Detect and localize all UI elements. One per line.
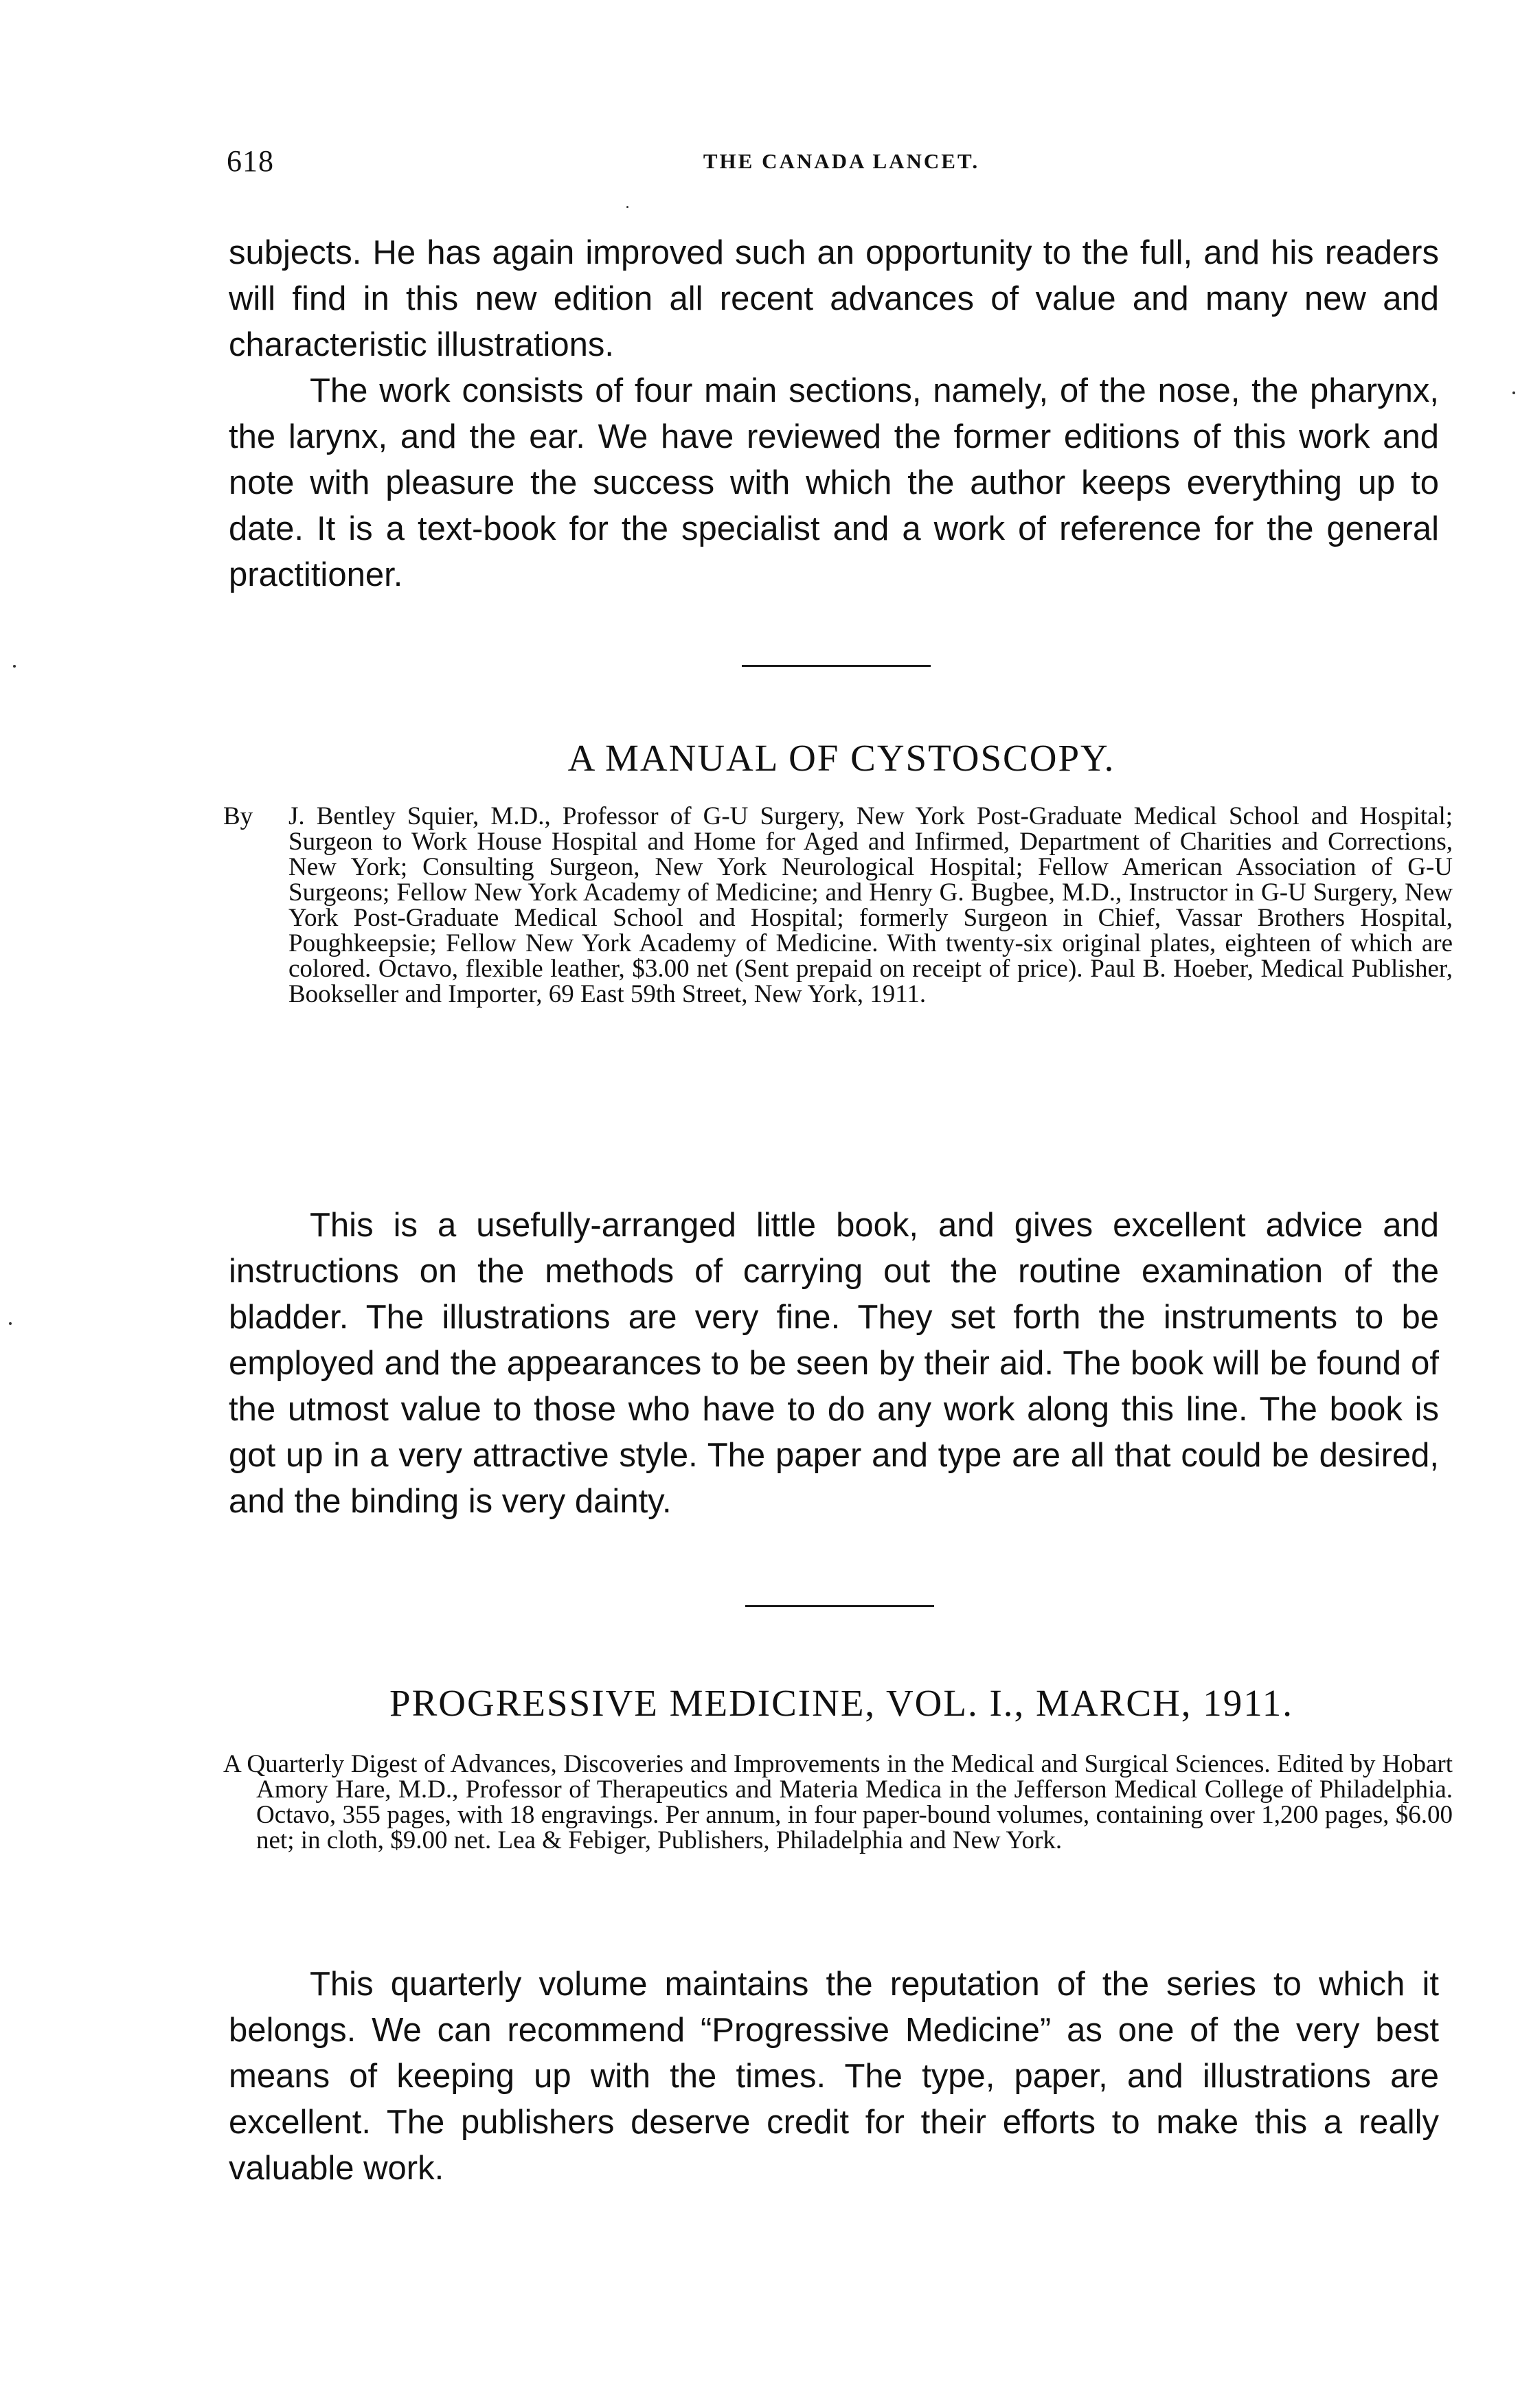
- cystoscopy-review-body: This is a usefully-arranged little book, and gives excellent advice and instructions on the methods of carrying out the routine examination of the bladder. The illustrations are very fine. They set forth the instruments to be employed and the appearances to be seen by their aid. The book will be found of the utmost value to those who have to do any work along this line. The book is got up in a very attractive style. The paper and type are all that could be desired, and the binding is very dainty.: [229, 1207, 1439, 1520]
- progressive-medicine-review-body: This quarterly volume maintains the reputation of the series to which it belongs. We can recommend “Progressive Medicine” as one of the very best means of keeping up with the times. The type, paper, and illustrations are excellent. The publishers deserve credit for their efforts to make this a really valuable work.: [229, 1966, 1439, 2187]
- section-divider: [745, 1605, 934, 1607]
- progressive-medicine-citation: A Quarterly Digest of Advances, Discoveries and Improvements in the Medical and Surgical Sciences. Edited by Hobart Amory Hare, M.D., Professor of Therapeutics and Materia Medica in the Jefferson Medical College of Philadelphia. Octavo, 355 pages, with 18 engravings. Per annum, in four paper-bound volumes, containing over 1,200 pages, $6.00 net; in cloth, $9.00 net. Lea & Febiger, Publishers, Philadelphia and New York.: [223, 1750, 1453, 1854]
- scan-speck: [1512, 391, 1515, 394]
- intro-paragraph-sections: The work consists of four main sections, namely, of the nose, the pharynx, the larynx, and the ear. We have reviewed the former editions of this work and note with pleasure the success with which the author keeps everything up to date. It is a text-book for the specialist and a work of reference for the general practitioner.: [229, 372, 1439, 593]
- intro-paragraph-continued: subjects. He has again improved such an opportunity to the full, and his readers will find in this new edition all recent advances of value and many new and characteristic illustrations.: [229, 234, 1439, 363]
- scan-speck: [626, 206, 628, 208]
- by-label: By: [223, 802, 253, 830]
- page-number: 618: [227, 144, 274, 178]
- section-divider: [742, 665, 931, 667]
- running-head: THE CANADA LANCET.: [703, 149, 980, 173]
- review-title-cystoscopy: A MANUAL OF CYSTOSCOPY.: [567, 737, 1115, 779]
- page-header: [227, 141, 1456, 182]
- review-title-progressive-medicine: PROGRESSIVE MEDICINE, VOL. I., MARCH, 1911.: [389, 1682, 1293, 1724]
- cystoscopy-citation-text: J. Bentley Squier, M.D., Professor of G-U Surgery, New York Post-Graduate Medical School and Hospital; Surgeon to Work House Hospital and Home for Aged and Infirmed, Department of Charities and Corrections, New York; Consulting Surgeon, New York Neurological Hospital; Fellow American Association of G-U Surgeons; Fellow New York Academy of Medicine; and Henry G. Bugbee, M.D., Instructor in G-U Surgery, New York Post-Graduate Medical School and Hospital; formerly Surgeon in Chief, Vassar Brothers Hospital, Poughkeepsie; Fellow New York Academy of Medicine. With twenty-six original plates, eighteen of which are colored. Octavo, flexible leather, $3.00 net (Sent prepaid on receipt of price). Paul B. Hoeber, Medical Publisher, Bookseller and Importer, 69 East 59th Street, New York, 1911.: [288, 802, 1453, 1008]
- scan-speck: [9, 1322, 12, 1325]
- cystoscopy-citation: [223, 804, 1453, 1007]
- scan-speck: [13, 665, 16, 668]
